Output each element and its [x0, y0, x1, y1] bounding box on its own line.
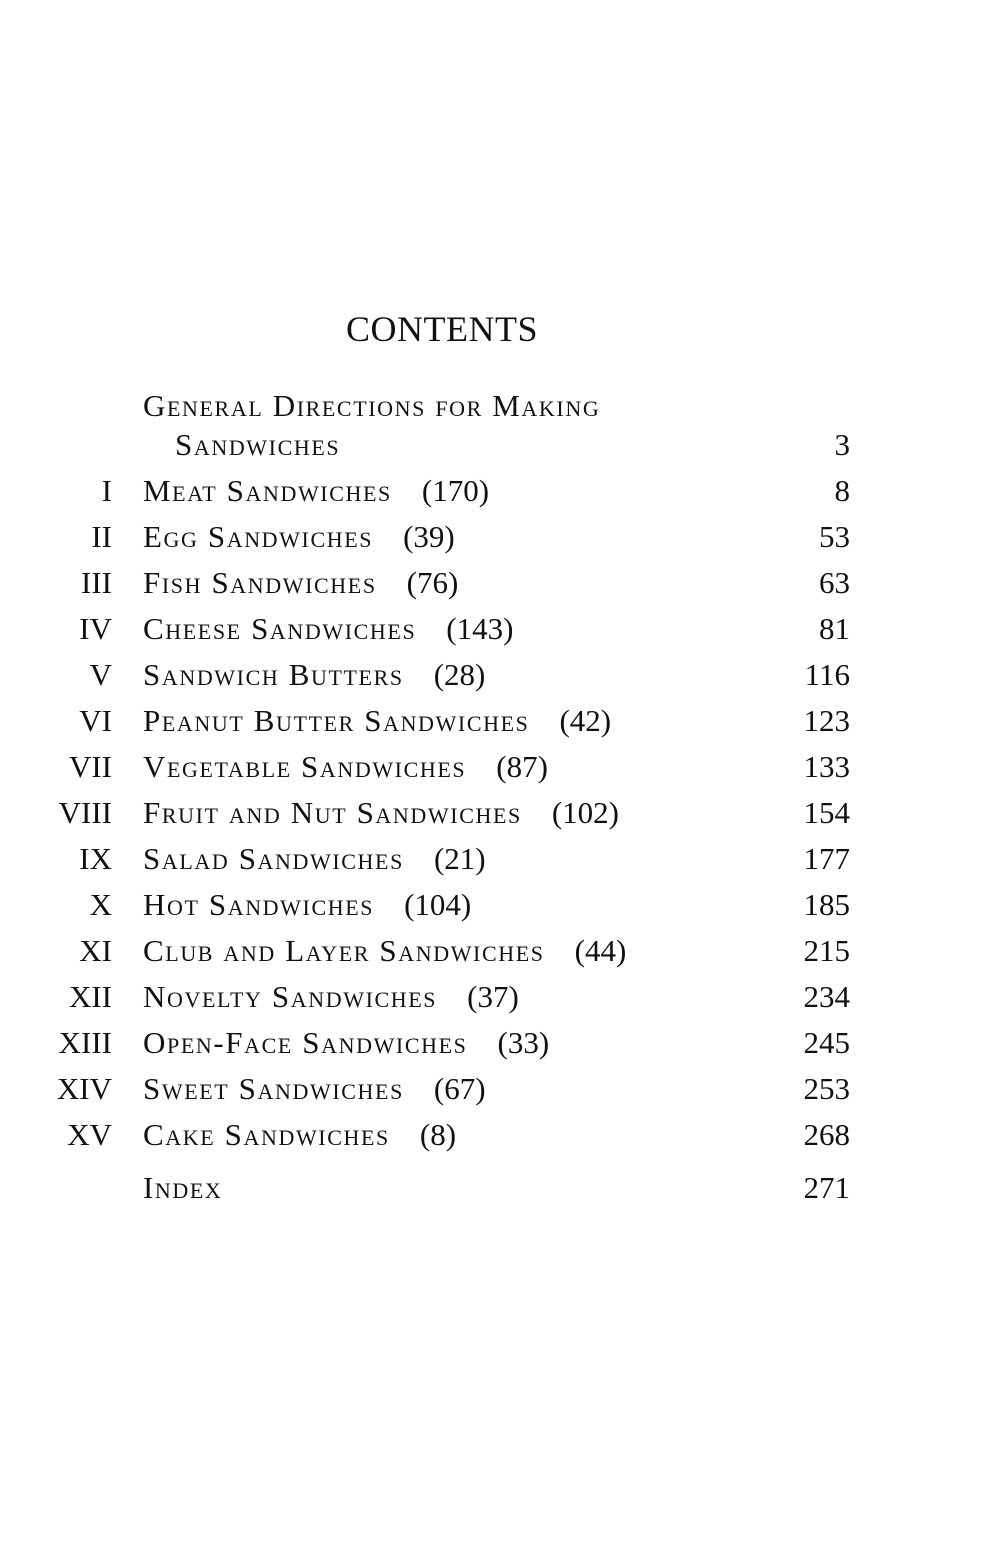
chapter-title: Open-Face Sandwiches	[143, 1025, 468, 1060]
chapter-numeral: III	[81, 565, 112, 600]
chapter-numeral: IX	[79, 841, 112, 876]
recipe-count: (37)	[467, 979, 519, 1014]
chapter-title: Peanut Butter Sandwiches	[143, 703, 530, 738]
recipe-count: (21)	[433, 841, 486, 876]
toc-page-number: 116	[804, 657, 850, 692]
recipe-count: (39)	[403, 519, 455, 554]
toc-page-number: 53	[819, 519, 850, 554]
chapter-numeral: V	[89, 657, 112, 692]
toc-page-number: 271	[803, 1170, 850, 1205]
toc-entry-chapter-13	[0, 1020, 988, 1066]
chapter-numeral: I	[101, 473, 112, 508]
chapter-numeral: X	[89, 887, 112, 922]
index-title: Index	[143, 1170, 223, 1205]
toc-page-number: 177	[803, 841, 850, 876]
toc-entry-chapter-15	[0, 1112, 988, 1158]
toc-page-number: 253	[803, 1071, 850, 1106]
toc-page-number: 268	[803, 1117, 850, 1152]
chapter-numeral: XI	[79, 933, 112, 968]
toc-entry-chapter-3	[0, 560, 988, 606]
toc-page-number: 215	[803, 933, 850, 968]
toc-entry-chapter-1	[0, 468, 988, 514]
toc-page-number: 154	[803, 795, 850, 830]
toc-entry-index	[0, 1165, 988, 1211]
chapter-title: Fruit and Nut Sandwiches	[143, 795, 522, 830]
page-title: CONTENTS	[346, 309, 538, 349]
recipe-count: (33)	[497, 1025, 550, 1060]
recipe-count: (67)	[433, 1071, 486, 1106]
chapter-title: Novelty Sandwiches	[143, 979, 438, 1014]
recipe-count: (28)	[433, 657, 486, 692]
toc-page-number: 245	[803, 1025, 850, 1060]
toc-entry-chapter-7	[0, 744, 988, 790]
chapter-title: Vegetable Sandwiches	[143, 749, 467, 784]
chapter-title: Sandwich Butters	[143, 657, 404, 692]
recipe-count: (170)	[421, 473, 490, 508]
chapter-numeral: XV	[67, 1117, 112, 1152]
toc-entry-general-line2	[0, 422, 988, 468]
toc-entry-chapter-14	[0, 1066, 988, 1112]
chapter-title: Meat Sandwiches	[143, 473, 392, 508]
chapter-numeral: XIV	[56, 1071, 112, 1106]
chapter-numeral: VII	[68, 749, 112, 784]
chapter-numeral: II	[91, 519, 112, 554]
recipe-count: (8)	[419, 1117, 457, 1152]
toc-entry-chapter-4	[0, 606, 988, 652]
toc-entry-chapter-12	[0, 974, 988, 1020]
chapter-title: Club and Layer Sandwiches	[143, 933, 545, 968]
toc-page-number: 3	[834, 427, 850, 462]
toc-entry-chapter-11	[0, 928, 988, 974]
toc-page-number: 133	[803, 749, 850, 784]
chapter-title: Hot Sandwiches	[143, 887, 375, 922]
chapter-numeral: IV	[79, 611, 112, 646]
recipe-count: (42)	[559, 703, 612, 738]
toc-page-number: 63	[819, 565, 850, 600]
chapter-numeral: XIII	[58, 1025, 112, 1060]
toc-entry-chapter-10	[0, 882, 988, 928]
recipe-count: (87)	[496, 749, 548, 784]
toc-page-number: 185	[803, 887, 850, 922]
chapter-numeral: XII	[68, 979, 112, 1014]
recipe-count: (44)	[574, 933, 627, 968]
chapter-title: Fish Sandwiches	[143, 565, 377, 600]
chapter-title: Cake Sandwiches	[143, 1117, 390, 1152]
recipe-count: (76)	[406, 565, 459, 600]
toc-entry-title-continued: Sandwiches	[175, 427, 341, 462]
toc-page-number: 81	[819, 611, 850, 646]
toc-entry-chapter-5	[0, 652, 988, 698]
recipe-count: (104)	[404, 887, 472, 922]
toc-page-number: 123	[803, 703, 850, 738]
recipe-count: (102)	[551, 795, 619, 830]
toc-entry-chapter-2	[0, 514, 988, 560]
recipe-count: (143)	[446, 611, 514, 646]
chapter-numeral: VIII	[58, 795, 112, 830]
toc-entry-chapter-9	[0, 836, 988, 882]
chapter-title: Salad Sandwiches	[143, 841, 404, 876]
chapter-title: Sweet Sandwiches	[143, 1071, 404, 1106]
chapter-title: Cheese Sandwiches	[143, 611, 417, 646]
chapter-numeral: VI	[79, 703, 112, 738]
toc-page-number: 8	[834, 473, 850, 508]
chapter-title: Egg Sandwiches	[143, 519, 374, 554]
toc-page-number: 234	[803, 979, 850, 1014]
toc-entry-title: General Directions for Making	[143, 388, 601, 423]
toc-entry-chapter-6	[0, 698, 988, 744]
toc-entry-chapter-8	[0, 790, 988, 836]
